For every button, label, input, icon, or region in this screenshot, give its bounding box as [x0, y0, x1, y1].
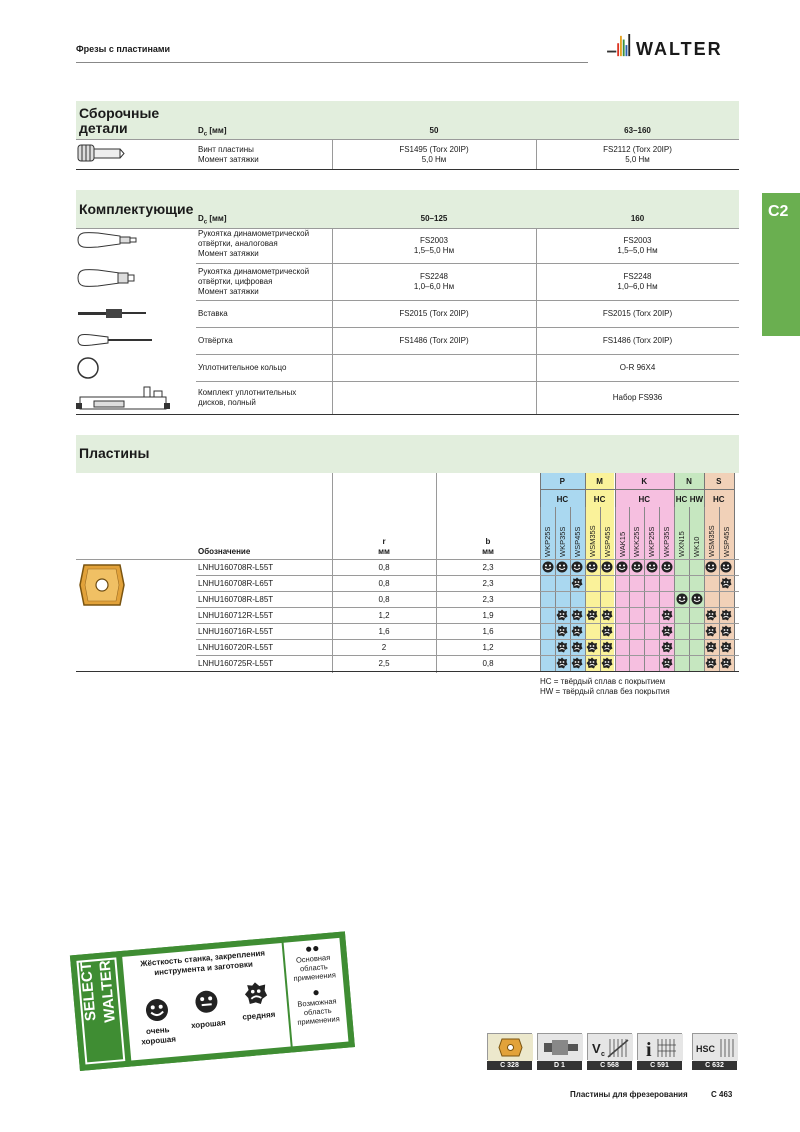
material-group-sub: HC	[556, 495, 569, 504]
rating-possible-icon	[720, 609, 732, 621]
grade-name: WKP35S	[557, 526, 567, 557]
o-ring-icon	[76, 356, 100, 380]
ref-page-label[interactable]: C 328	[487, 1061, 532, 1070]
acc-row-value-6b: Набор FS936	[612, 393, 663, 402]
rating-primary-icon	[676, 593, 688, 605]
material-group-letter: N	[686, 477, 692, 486]
grade-name: WAK15	[617, 531, 627, 557]
insert-b-value: 1,6	[482, 627, 494, 636]
assembly-row-label: Винт пластины Момент затяжки	[198, 145, 259, 164]
acc-row-value-1b: FS2003 1,5–5,0 Нм	[617, 236, 658, 255]
insert-r-value: 0,8	[378, 563, 390, 572]
accessories-title: Комплектующие	[79, 201, 194, 217]
torque-handle-analog-icon	[76, 230, 140, 250]
acc-row-value-3a: FS2015 (Torx 20IP)	[399, 309, 469, 318]
insert-b-value: 1,2	[482, 643, 494, 652]
accessories-dc-label: $D_c$ [мм]	[198, 214, 227, 226]
svg-text:V: V	[592, 1041, 601, 1056]
acc-row-label-6: Комплект уплотнительных дисков, полный	[198, 388, 297, 407]
hsc-icon[interactable]	[692, 1033, 737, 1060]
grade-name: WKP25S	[543, 526, 552, 557]
rating-possible-icon	[705, 625, 717, 637]
rating-possible-icon	[720, 577, 732, 589]
grade-name: WSP45S	[602, 526, 612, 557]
assembly-dc-label: $D_c$ [мм]	[198, 126, 227, 138]
level-very-good: очень хорошая	[140, 1025, 177, 1047]
acc-row-label-4: Отвёртка	[198, 336, 233, 345]
insert-b-value: 2,3	[482, 595, 494, 604]
rating-possible-icon	[556, 625, 568, 637]
rating-possible-icon	[601, 609, 613, 621]
acc-row-value-3b: FS2015 (Torx 20IP)	[602, 309, 673, 318]
rating-primary-icon	[691, 593, 703, 605]
insert-r-value: 1,6	[378, 627, 390, 636]
walter-select-badge: WALTER SELECT	[76, 957, 125, 1064]
assembly-col2-header: 63–160	[624, 126, 651, 135]
grade-name: WSP45S	[572, 526, 582, 557]
material-group-letter: S	[716, 477, 722, 486]
rating-possible-icon	[705, 609, 717, 621]
primary-area-label: Основная область применения	[293, 952, 337, 984]
rating-possible-icon	[601, 625, 613, 637]
acc-row-label-2: Рукоятка динамометрической отвёртки, цифровая Момент затяжки	[198, 267, 310, 296]
material-group-sub: HC	[593, 495, 606, 504]
walter-logo	[606, 34, 746, 62]
acc-row-value-2b: FS2248 1,0–6,0 Нм	[617, 272, 658, 291]
rating-possible-icon	[556, 641, 568, 653]
rating-primary-icon	[571, 561, 583, 573]
material-group-letter: M	[596, 477, 603, 486]
rating-possible-icon	[601, 641, 613, 653]
insert-designation: LNHU160708R-L65T	[198, 579, 274, 588]
rating-possible-icon	[586, 609, 598, 621]
torque-handle-digital-icon	[76, 267, 140, 289]
insert-r-value: 0,8	[378, 595, 390, 604]
footer-section-title: Пластины для фрезерования	[570, 1090, 688, 1099]
accessories-col1-header: 50–125	[420, 214, 448, 223]
grade-name: WK10	[692, 536, 701, 557]
material-group-sub: HC	[638, 495, 651, 504]
insert-designation: LNHU160708R-L55T	[198, 563, 274, 572]
rating-possible-icon	[571, 577, 583, 589]
smiley-very-good-icon	[144, 997, 170, 1023]
rating-possible-icon	[720, 657, 732, 669]
material-group-letter: P	[559, 477, 566, 486]
rating-possible-icon	[661, 641, 673, 653]
insert-designation: LNHU160725R-L55T	[198, 659, 274, 668]
ref-page-label[interactable]: C 568	[587, 1061, 632, 1070]
smiley-average-icon	[243, 980, 269, 1006]
svg-text:c: c	[601, 1051, 605, 1058]
insert-designation: LNHU160712R-L55T	[198, 611, 274, 620]
rating-possible-icon	[556, 657, 568, 669]
logo-bars-icon	[606, 34, 634, 58]
rating-possible-icon	[586, 657, 598, 669]
acc-row-value-2a: FS2248 1,0–6,0 Нм	[413, 272, 455, 291]
svg-text:i: i	[646, 1039, 652, 1061]
col-designation-header: Обозначение	[198, 547, 251, 556]
acc-row-value-4b: FS1486 (Torx 20IP)	[602, 336, 673, 345]
assembly-col1-header: 50	[429, 126, 439, 135]
select-heading: Жёсткость станка, закрепления инструмента и заготовки	[139, 948, 266, 978]
acc-row-label-3: Вставка	[198, 309, 228, 318]
insert-b-value: 1,9	[482, 611, 494, 620]
insert-r-value: 2,5	[378, 659, 390, 668]
acc-row-label-1: Рукоятка динамометрической отвёртки, аналоговая Момент затяжки	[198, 229, 310, 258]
assembly-title: Сборочные детали	[79, 105, 160, 136]
svg-text:HSC: HSC	[696, 1044, 716, 1054]
grade-name: WSM35S	[587, 525, 597, 557]
insert-designation: LNHU160720R-L55T	[198, 643, 274, 652]
seal-disc-kit-icon	[74, 383, 174, 413]
rating-primary-icon	[586, 561, 598, 573]
rating-possible-icon	[720, 625, 732, 637]
acc-row-value-4a: FS1486 (Torx 20IP)	[399, 336, 469, 345]
assembly-row-value-1: FS1495 (Torx 20IP) 5,0 Нм	[399, 145, 469, 164]
insert-designation: LNHU160708R-L85T	[198, 595, 274, 604]
insert-b-value: 2,3	[482, 563, 494, 572]
two-dots-icon: ●●	[304, 940, 321, 956]
rating-possible-icon	[601, 657, 613, 669]
screw-icon	[76, 142, 126, 164]
smiley-good-icon	[193, 989, 219, 1015]
rating-possible-icon	[556, 609, 568, 621]
grade-notes: HC = твёрдый сплав с покрытием HW = твёрдый сплав без покрытия	[540, 677, 670, 696]
rating-possible-icon	[705, 641, 717, 653]
rating-possible-icon	[705, 657, 717, 669]
material-group-sub: HC	[713, 495, 725, 504]
ref-page-label[interactable]: C 591	[637, 1061, 682, 1070]
page-header-title: Фрезы с пластинами	[76, 44, 171, 54]
rating-possible-icon	[720, 641, 732, 653]
col-b-header: b мм	[482, 537, 494, 556]
insert-r-value: 2	[381, 643, 387, 652]
inserts-section-bar	[76, 435, 739, 473]
one-dot-icon: ●	[311, 984, 321, 1000]
material-group-letter: K	[641, 477, 648, 486]
screwdriver-icon	[76, 331, 156, 349]
insert-designation: LNHU160716R-L55T	[198, 627, 274, 636]
insert-r-value: 1,2	[378, 611, 390, 620]
rating-possible-icon	[571, 641, 583, 653]
rating-primary-icon	[556, 561, 568, 573]
grade-name: WKP35S	[662, 526, 672, 557]
acc-row-value-1a: FS2003 1,5–5,0 Нм	[413, 236, 455, 255]
bit-insert-icon	[76, 305, 148, 321]
info-icon[interactable]	[637, 1033, 682, 1060]
inserts-title: Пластины	[79, 445, 150, 461]
footer-page-number: C 463	[711, 1090, 733, 1099]
col-r-header: r мм	[378, 537, 390, 556]
logo-wordmark: WALTER	[636, 39, 723, 59]
rating-primary-icon	[661, 561, 673, 573]
accessories-col2-header: 160	[630, 214, 645, 223]
ref-page-label[interactable]: C 632	[692, 1061, 737, 1070]
rating-possible-icon	[661, 657, 673, 669]
holder-icon[interactable]	[537, 1033, 582, 1060]
grade-name: WSM35S	[706, 525, 716, 557]
material-group-sub2: HW	[689, 495, 704, 504]
vc-icon[interactable]	[587, 1033, 632, 1060]
rating-primary-icon	[720, 561, 732, 573]
rating-primary-icon	[542, 561, 554, 573]
level-average: средняя	[242, 1009, 276, 1022]
rating-primary-icon	[616, 561, 628, 573]
grade-name: WXN15	[677, 531, 687, 557]
insert-image-icon	[78, 563, 126, 607]
rating-primary-icon	[601, 561, 613, 573]
grade-name: WKK25S	[632, 526, 642, 557]
rating-possible-icon	[571, 625, 583, 637]
ref-page-label[interactable]: D 1	[537, 1061, 582, 1070]
walter-select-legend	[70, 931, 355, 1071]
assembly-row-value-2: FS2112 (Torx 20IP) 5,0 Нм	[603, 145, 672, 164]
grade-name: WSP45S	[721, 526, 731, 557]
rating-possible-icon	[571, 609, 583, 621]
rating-possible-icon	[586, 641, 598, 653]
acc-row-label-5: Уплотнительное кольцо	[198, 363, 287, 372]
acc-row-value-5b: O-R 96X4	[619, 363, 656, 372]
grade-name: WKP25S	[647, 526, 657, 557]
insert-r-value: 0,8	[378, 579, 390, 588]
rating-possible-icon	[571, 657, 583, 669]
rating-primary-icon	[631, 561, 643, 573]
insert-icon[interactable]	[487, 1033, 532, 1060]
material-group-sub: HC	[675, 495, 688, 504]
possible-area-label: Возможная область применения	[296, 996, 341, 1027]
rating-possible-icon	[661, 625, 673, 637]
rating-primary-icon	[705, 561, 717, 573]
header-divider	[76, 62, 588, 63]
insert-b-value: 2,3	[482, 579, 494, 588]
level-good: хорошая	[190, 1018, 227, 1031]
rating-primary-icon	[646, 561, 658, 573]
section-tab-c2: C2	[762, 193, 800, 336]
insert-b-value: 0,8	[482, 659, 494, 668]
rating-possible-icon	[661, 609, 673, 621]
